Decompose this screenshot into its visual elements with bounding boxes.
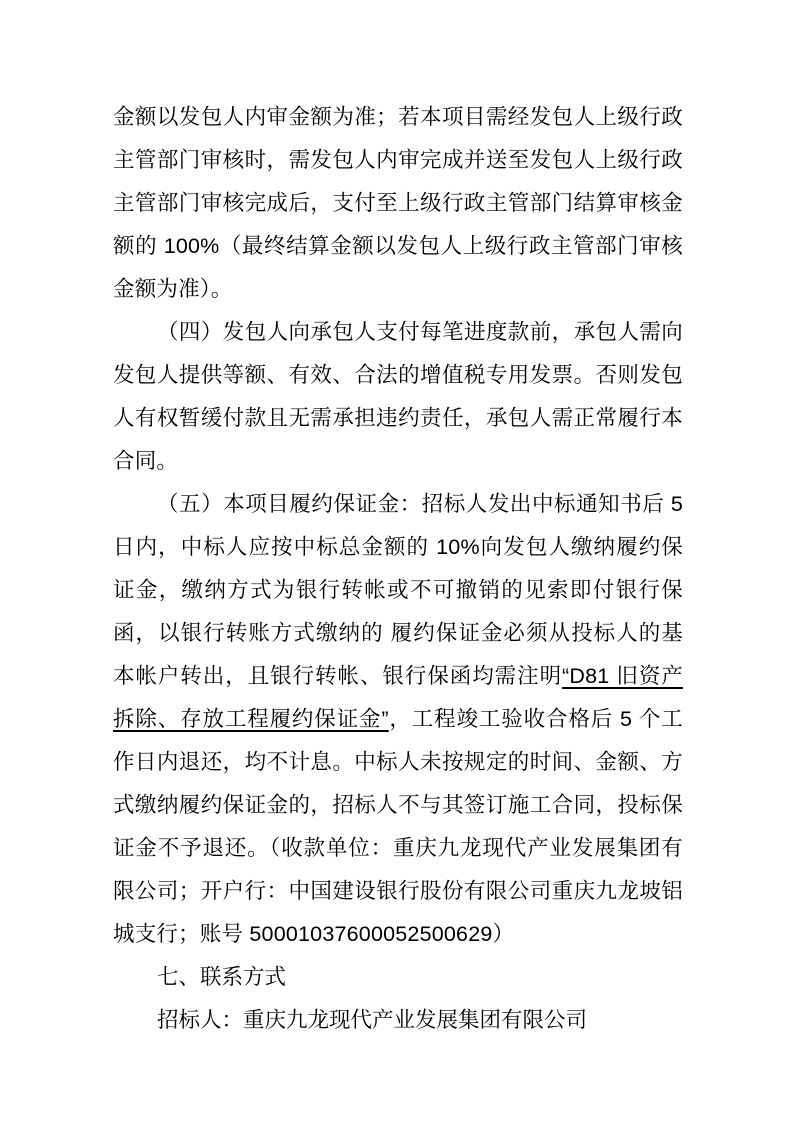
item-five-underlined-term: “D81 旧资产拆除、存放工程履约保证金” — [113, 664, 683, 731]
item-five-segment-2: ，工程竣工验收合格后 5 个工作日内退还，均不计息。中标人未按规定的时间、金额、方式缴纳履约保证金的，招标人不与其签订施工合同，投标保证金不予退还。（收款单位：重庆九龙现代产业发展集团有限公司；开户行：中国建设银行股份有限公司重庆九龙坡铝城支行；账号 50001037600052500629） — [113, 707, 684, 946]
document-body — [113, 96, 683, 1042]
item-five-segment-1: （五）本项目履约保证金：招标人发出中标通知书后 5 日内，中标人应按中标总金额的 10%向发包人缴纳履约保证金，缴纳方式为银行转帐或不可撤销的见索即付银行保函，以银行转账方式缴纳的 履约保证金必须从投标人的基本帐户转出，且银行转帐、银行保函均需注明 — [113, 492, 683, 688]
contact-tenderer-line: 招标人：重庆九龙现代产业发展集团有限公司 — [157, 1008, 588, 1032]
paragraph-item-four: （四）发包人向承包人支付每笔进度款前，承包人需向发包人提供等额、有效、合法的增值税专用发票。否则发包人有权暂缓付款且无需承担违约责任，承包人需正常履行本合同。 — [113, 320, 683, 473]
paragraph-item-five — [113, 483, 683, 956]
paragraph-continuation: 金额以发包人内审金额为准；若本项目需经发包人上级行政主管部门审核时，需发包人内审完成并送至发包人上级行政主管部门审核完成后，支付至上级行政主管部门结算审核金额的 100%（最终结算金额以发包人上级行政主管部门审核金额为准）。 — [113, 105, 683, 301]
section-heading-contact: 七、联系方式 — [157, 965, 287, 989]
